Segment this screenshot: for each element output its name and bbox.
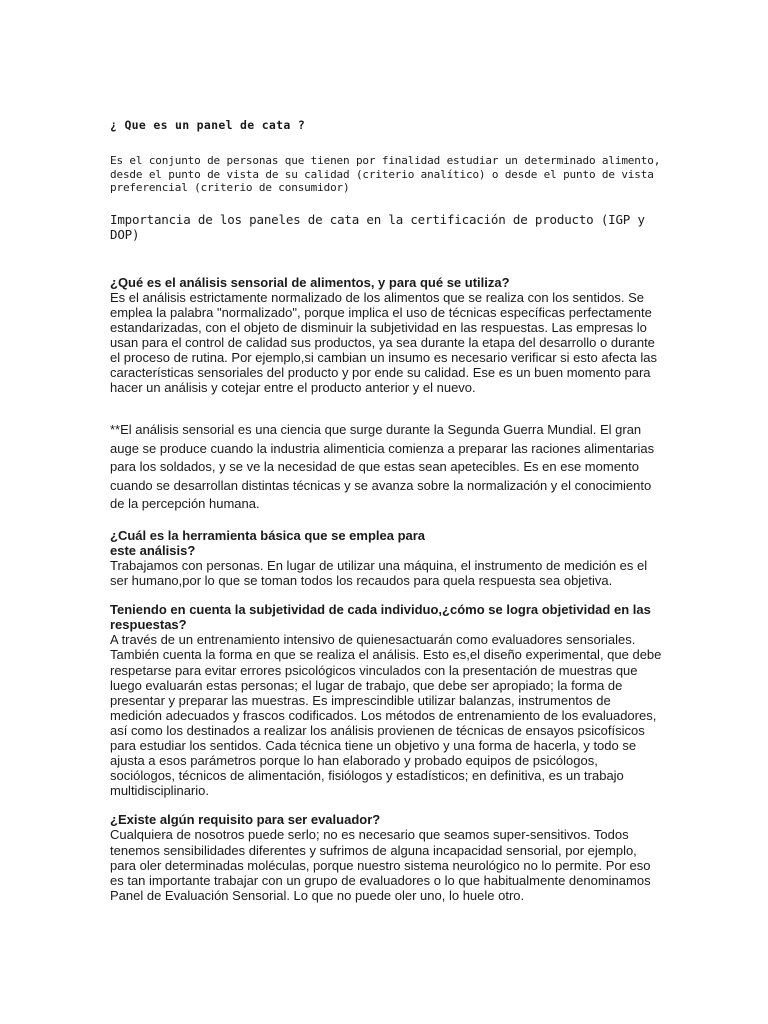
history-paragraph: **El análisis sensorial es una ciencia que surge durante la Segunda Guerra Mundial. El gran auge se produce cuando la industria alimenticia comienza a preparar las raciones alimentarias para los soldados, y se ve la necesidad de que estas sean apetecibles. Es en ese momento cuando se desarrollan distintas técnicas y se avanza sobre la normalización y el conocimiento de la percepción humana. (110, 422, 655, 512)
section-title: ¿ Que es un panel de cata ? (110, 118, 306, 132)
answer-paragraph: A través de un entrenamiento intensivo de quienesactuarán como evaluadores sensoriales. También cuenta la forma en que se realiza el análisis. Esto es,el diseño experimental, que debe respetarse para evitar errores psicológicos vinculados con la presentación de muestras que luego evaluarán estas personas; el lugar de trabajo, que debe ser apropiado; la forma de presentar y preparar las muestras. Es imprescindible utilizar balanzas, instrumentos de medición adecuados y frascos codificados. Los métodos de entrenamiento de los evaluadores, así como los destinados a realizar los análisis provienen de técnicas de ensayos psicofísicos para estudiar los sentidos. Cada técnica tiene un objetivo y una forma de hacerla, y todo se ajusta a esos parámetros porque lo han elaborado y probado equipos de psicólogos, sociólogos, técnicos de alimentación, fisiólogos y estadísticos; en definitiva, es un trabajo multidisciplinario. (110, 632, 662, 799)
qa-block-4 (110, 812, 662, 903)
importance-heading: Importancia de los paneles de cata en la certificación de producto (IGP y DOP) (110, 211, 645, 242)
question-heading: ¿Qué es el análisis sensorial de alimentos, y para qué se utiliza? (110, 274, 510, 290)
answer-paragraph: Es el análisis estrictamente normalizado de los alimentos que se realiza con los sentidos. Se emplea la palabra "normalizado", porque implica el uso de técnicas específicas perfectamente estandarizadas, con el objeto de disminuir la subjetividad en las respuestas. Las empresas lo usan para el control de calidad sus productos, ya sea durante la etapa del desarrollo o durante el proceso de rutina. Por ejemplo,si cambian un insumo es necesario verificar si esto afecta las características sensoriales del producto y por ende su calidad. Ese es un buen momento para hacer un análisis y cotejar entre el producto anterior y el nuevo. (110, 289, 657, 396)
question-heading: ¿Existe algún requisito para ser evaluador? (110, 812, 381, 828)
qa-block-1 (110, 275, 662, 396)
question-heading: ¿Cuál es la herramienta básica que se emplea para este análisis? (110, 527, 426, 558)
answer-paragraph: Trabajamos con personas. En lugar de utilizar una máquina, el instrumento de medición es el ser humano,por lo que se toman todos los recaudos para quela respuesta sea objetiva. (110, 557, 648, 589)
definition-paragraph: Es el conjunto de personas que tienen por finalidad estudiar un determinado alimento, desde el punto de vista de su calidad (criterio analítico) o desde el punto de vista preferencial (criterio de consumidor) (110, 154, 661, 194)
document-page (110, 118, 662, 903)
answer-paragraph: Cualquiera de nosotros puede serlo; no es necesario que seamos super-sensitivos. Todos tenemos sensibilidades diferentes y sufrimos de alguna incapacidad sensorial, por ejemplo, para oler determinadas moléculas, porque nuestro sistema neurológico no lo permite. Por eso es tan importante trabajar con un grupo de evaluadores o lo que habitualmente denominamos Panel de Evaluación Sensorial. Lo que no puede oler uno, lo huele otro. (110, 827, 651, 903)
qa-block-3 (110, 602, 662, 798)
qa-block-2 (110, 528, 662, 588)
question-heading: Teniendo en cuenta la subjetividad de cada individuo,¿cómo se logra objetividad en las respuestas? (110, 602, 651, 633)
